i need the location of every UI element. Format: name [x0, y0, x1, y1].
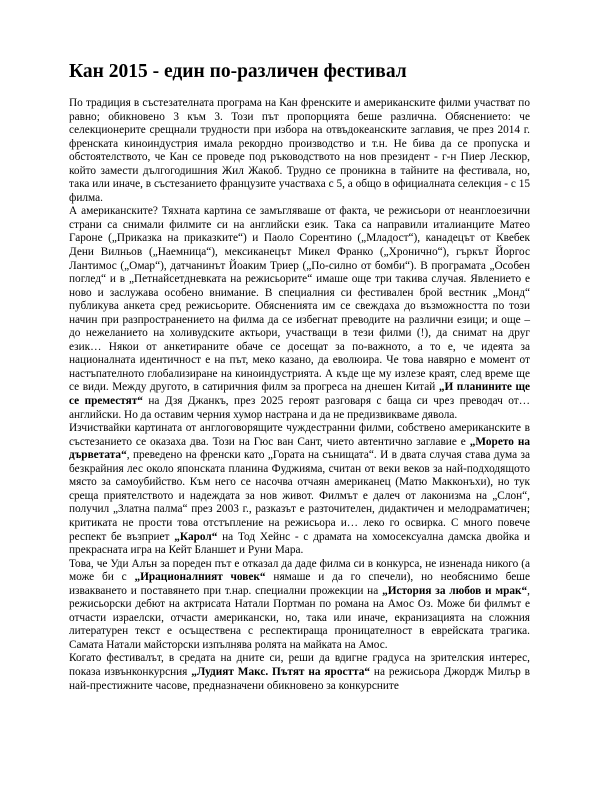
- paragraph-text: , преведено на френски като „Гората на сънищата“. И в двата случая става дума за безкрайния лес около японската планина Фуджияма, считан от веки веков за най-подходящото място за самоубийство. Към него се насочва отчаян американец (Матю Макконъхи), но тук среща приятелството и надеждата за нов живот. Филмът е далеч от лаконизма на „Слон“, получил „Златна палма“ през 2003 г., разказът е разточителен, дидактичен и мелодраматичен; критиката не прости това отстъпление на режисьора и… леко го освирка. С много повече респект бе възприет: [69, 449, 530, 543]
- paragraph-text: Изчиствайки картината от англоговорящите чуждестранни филми, собствено американските в състезанието се оказаха два. Този на Гюс ван Сант, чието автентично заглавие е: [69, 422, 530, 448]
- paragraph-text: Това, че Уди Алън за пореден път е отказал да даде филма си в конкурса, не изненада никого (а може би с: [69, 557, 530, 584]
- bold-film-title: „Карол“: [174, 530, 218, 543]
- article-paragraph: [69, 97, 530, 205]
- bold-film-title: „Лудият Макс. Пътят на яростта“: [191, 665, 371, 678]
- article-body: [69, 97, 530, 693]
- article-paragraph: [69, 422, 530, 557]
- paragraph-text: Когато фестивалът, в средата на дните си, реши да вдигне градуса на зрителския интерес, показа извънконкурсния: [69, 652, 530, 678]
- paragraph-text: А американските? Тяхната картина се замъгляваше от факта, че режисьори от неанглоезични страни са снимали филмите си на английски език. Така са направили италианците Матео Гароне („Приказка на приказките“) и Паоло Сорентино („Младост“), канадецът от Квебек Дени Вилньов („Наемница“), мексиканецът Микел Франко („Хронично“), гъркът Йоргос Лантимос („Омар“), датчанинът Йоаким Триер („По-силно от бомби“). В програмата „Особен поглед“ и в „Петнайсетдневката на режисьорите“ имаше още три такива случая. Явлението е ново и заслужава особено внимание. В специалния си фестивален брой вестник „Монд“ публикува анкета сред режисьорите. Обясненията им се свеждаха до възможността по този начин при разпространението на филма да се избегнат преводите на различни езици; и още – до нежеланието на холивудските актьори, участващи в тези филми (!), да снимат на друг език… Някои от анкетираните обаче се досещат за по-важното, а то е, че идеята за националната идентичност е на път, меко казано, да еволюира. Че това навярно е момент от настъпателното глобализиране на киноиндустрията. А къде ще му излезе краят, след време ще се види. Между другото, в сатиричния филм за прогреса на днешен Китай: [69, 205, 530, 394]
- bold-film-title: „Ирационалният човек“: [134, 571, 266, 584]
- article-paragraph: [69, 205, 530, 422]
- paragraph-text: нямаше и да го спечели), но необяснимо беше извакването и поставянето при т.нар. специални прожекции на: [69, 571, 530, 597]
- paragraph-text: , режисьорски дебют на актрисата Натали Портман по романа на Амос Оз. Може би филмът е отчасти израелски, отчасти американски, но, така или иначе, екранизацията на сложния литературен текст е осъществена с респектираща проницателност в еврейската трагика. Самата Натали майсторски изпълнява ролята на майката на Амос.: [69, 584, 530, 651]
- bold-film-title: „История за любов и мрак“: [382, 584, 528, 597]
- bold-film-title: „И планините ще се преместят“: [69, 381, 530, 408]
- article-title: Кан 2015 - един по-различен фестивал: [69, 61, 407, 82]
- article-paragraph: [69, 652, 530, 693]
- paragraph-text: на Тод Хейнс - с драмата на хомосексуална дамска двойка и прекрасната игра на Кейт Бланшет и Руни Мара.: [69, 530, 531, 557]
- paragraph-text: на режисьора Джордж Милър в най-престижните часове, предназначени обикновено за конкурсните: [69, 665, 531, 692]
- bold-film-title: „Морето на дърветата“: [69, 435, 531, 462]
- paragraph-text: По традиция в състезателната програма на Кан френските и американските филми участват по равно; обикновено 3 към 3. Този път пропорцията беше различна. Обяснението: че селекционерите срещнали трудности при избора на отвъдокеанските заглавия, че през 2014 г. френската киноиндустрия имала рекордно производство и т.н. Не бива да се пропуска и обстоятелството, че Кан се проведе под ръководството на нов президент - г-н Пиер Лескюр, който замести дългогодишния Жил Жакоб. Трудно се проникна в тайните на фестивала, но, така или иначе, в състезанието французите участваха с 5, а общо в официалната селекция - с 15 филма.: [69, 97, 530, 204]
- article-paragraph: [69, 558, 530, 653]
- paragraph-text: на Дзя Джанкъ, през 2025 героят разговаря с баща си чрез преводач от… английски. Но да оставим черния хумор настрана и да не предизвикваме дявола.: [69, 395, 530, 421]
